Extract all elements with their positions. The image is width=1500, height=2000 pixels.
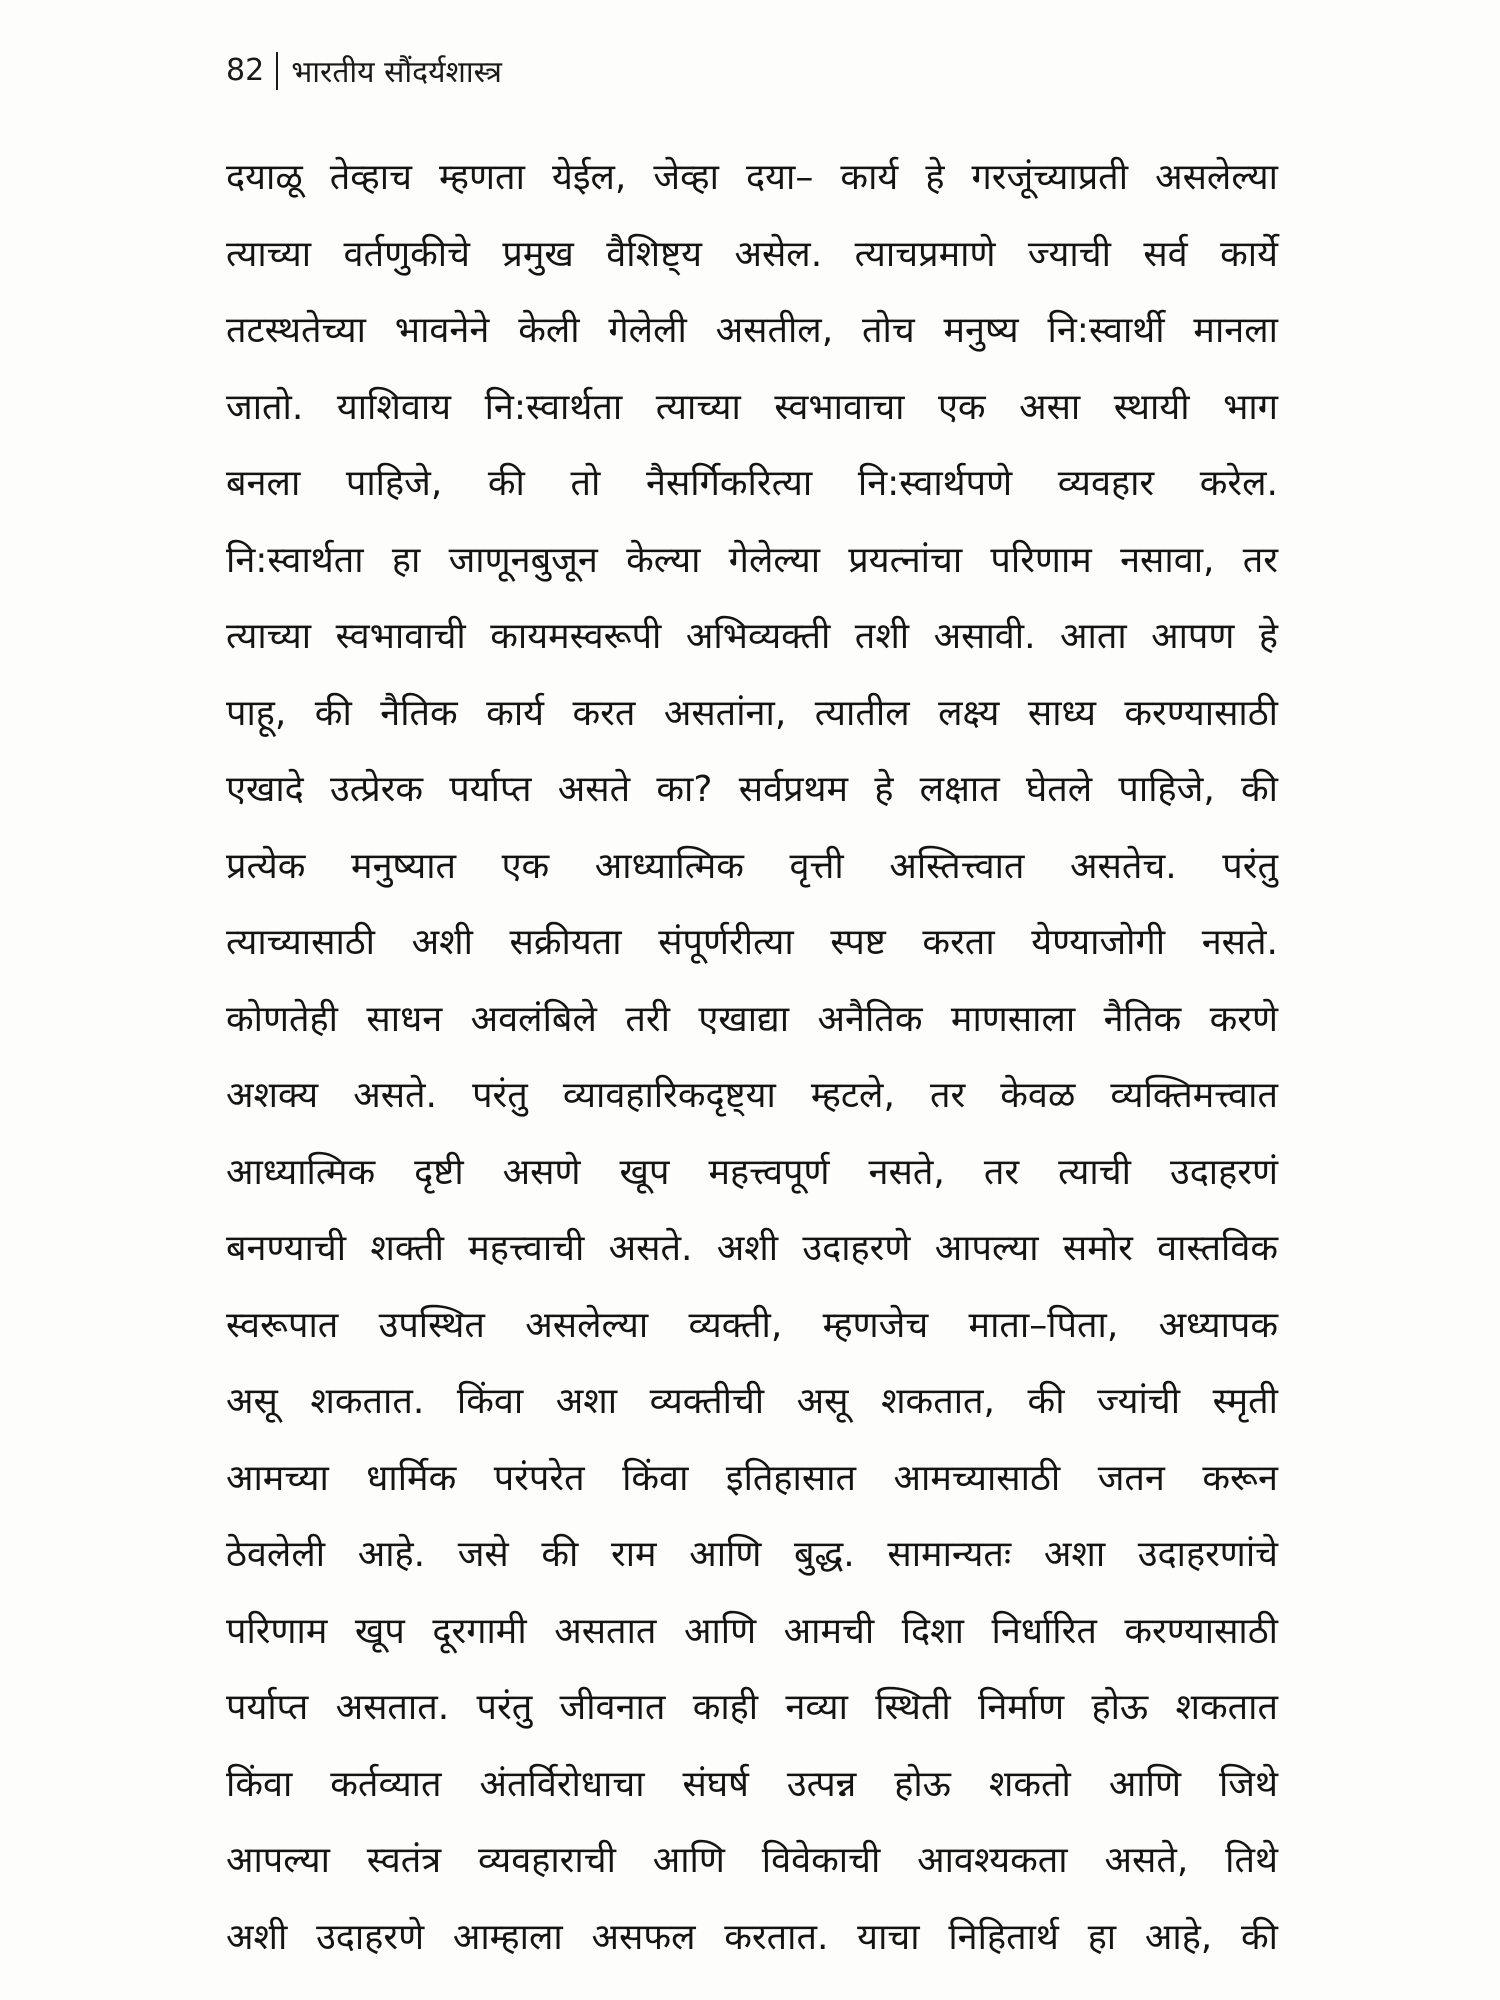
text-line: किंवा कर्तव्यात अंतर्विरोधाचा संघर्ष उत्पन्न होऊ शकतो आणि जिथे	[226, 1763, 1278, 1805]
text-line: पाहू, की नैतिक कार्य करत असतांना, त्यातील लक्ष्य साध्य करण्यासाठी	[226, 692, 1278, 734]
text-line: स्वरूपात उपस्थित असलेल्या व्यक्ती, म्हणजेच माता–पिता, अध्यापक	[226, 1304, 1278, 1346]
page-number: 82	[226, 53, 265, 88]
text-line: नि:स्वार्थता हा जाणूनबुजून केल्या गेलेल्या प्रयत्नांचा परिणाम नसावा, तर	[226, 539, 1278, 581]
text-line: त्याच्यासाठी अशी सक्रीयता संपूर्णरीत्या स्पष्ट करता येण्याजोगी नसते.	[226, 922, 1278, 963]
text-line: आपल्या स्वतंत्र व्यवहाराची आणि विवेकाची आवश्यकता असते, तिथे	[226, 1840, 1278, 1881]
running-header	[226, 50, 502, 91]
text-line: त्याच्या वर्तणुकीचे प्रमुख वैशिष्ट्य असेल. त्याचप्रमाणे ज्याची सर्व कार्ये	[226, 233, 1278, 275]
text-line: तटस्थतेच्या भावनेने केली गेलेली असतील, तोच मनुष्य नि:स्वार्थी मानला	[226, 310, 1278, 351]
text-line: पर्याप्त असतात. परंतु जीवनात काही नव्या स्थिती निर्माण होऊ शकतात	[226, 1687, 1278, 1728]
text-line: आध्यात्मिक दृष्टी असणे खूप महत्त्वपूर्ण नसते, तर त्याची उदाहरणं	[226, 1151, 1278, 1193]
text-line: प्रत्येक मनुष्यात एक आध्यात्मिक वृत्ती अस्तित्त्वात असतेच. परंतु	[226, 845, 1278, 887]
header-divider	[276, 52, 278, 90]
text-line: ठेवलेली आहे. जसे की राम आणि बुद्ध. सामान्यतः अशा उदाहरणांचे	[226, 1534, 1278, 1575]
body-text	[226, 140, 1278, 1976]
text-line: आमच्या धार्मिक परंपरेत किंवा इतिहासात आमच्यासाठी जतन करून	[226, 1457, 1278, 1499]
text-line: जातो. याशिवाय नि:स्वार्थता त्याच्या स्वभावाचा एक असा स्थायी भाग	[226, 386, 1278, 428]
text-line: दयाळू तेव्हाच म्हणता येईल, जेव्हा दया– कार्य हे गरजूंच्याप्रती असलेल्या	[226, 157, 1278, 198]
text-line: बनला पाहिजे, की तो नैसर्गिकरित्या नि:स्वार्थपणे व्यवहार करेल.	[226, 463, 1278, 504]
text-line: कोणतेही साधन अवलंबिले तरी एखाद्या अनैतिक माणसाला नैतिक करणे	[226, 998, 1278, 1040]
text-line: एखादे उत्प्रेरक पर्याप्त असते का? सर्वप्रथम हे लक्षात घेतले पाहिजे, की	[226, 769, 1278, 810]
text-line: असू शकतात. किंवा अशा व्यक्तीची असू शकतात, की ज्यांची स्मृती	[226, 1381, 1278, 1422]
text-line: अशक्य असते. परंतु व्यावहारिकदृष्ट्या म्हटले, तर केवळ व्यक्तिमत्त्वात	[226, 1075, 1278, 1116]
text-line: बनण्याची शक्ती महत्त्वाची असते. अशी उदाहरणे आपल्या समोर वास्तविक	[226, 1228, 1278, 1269]
text-line: अशी उदाहरणे आम्हाला असफल करतात. याचा निहितार्थ हा आहे, की	[226, 1916, 1278, 1958]
text-line: त्याच्या स्वभावाची कायमस्वरूपी अभिव्यक्ती तशी असावी. आता आपण हे	[226, 616, 1278, 657]
book-title: भारतीय सौंदर्यशास्त्र	[291, 55, 502, 90]
text-line: परिणाम खूप दूरगामी असतात आणि आमची दिशा निर्धारित करण्यासाठी	[226, 1610, 1278, 1652]
